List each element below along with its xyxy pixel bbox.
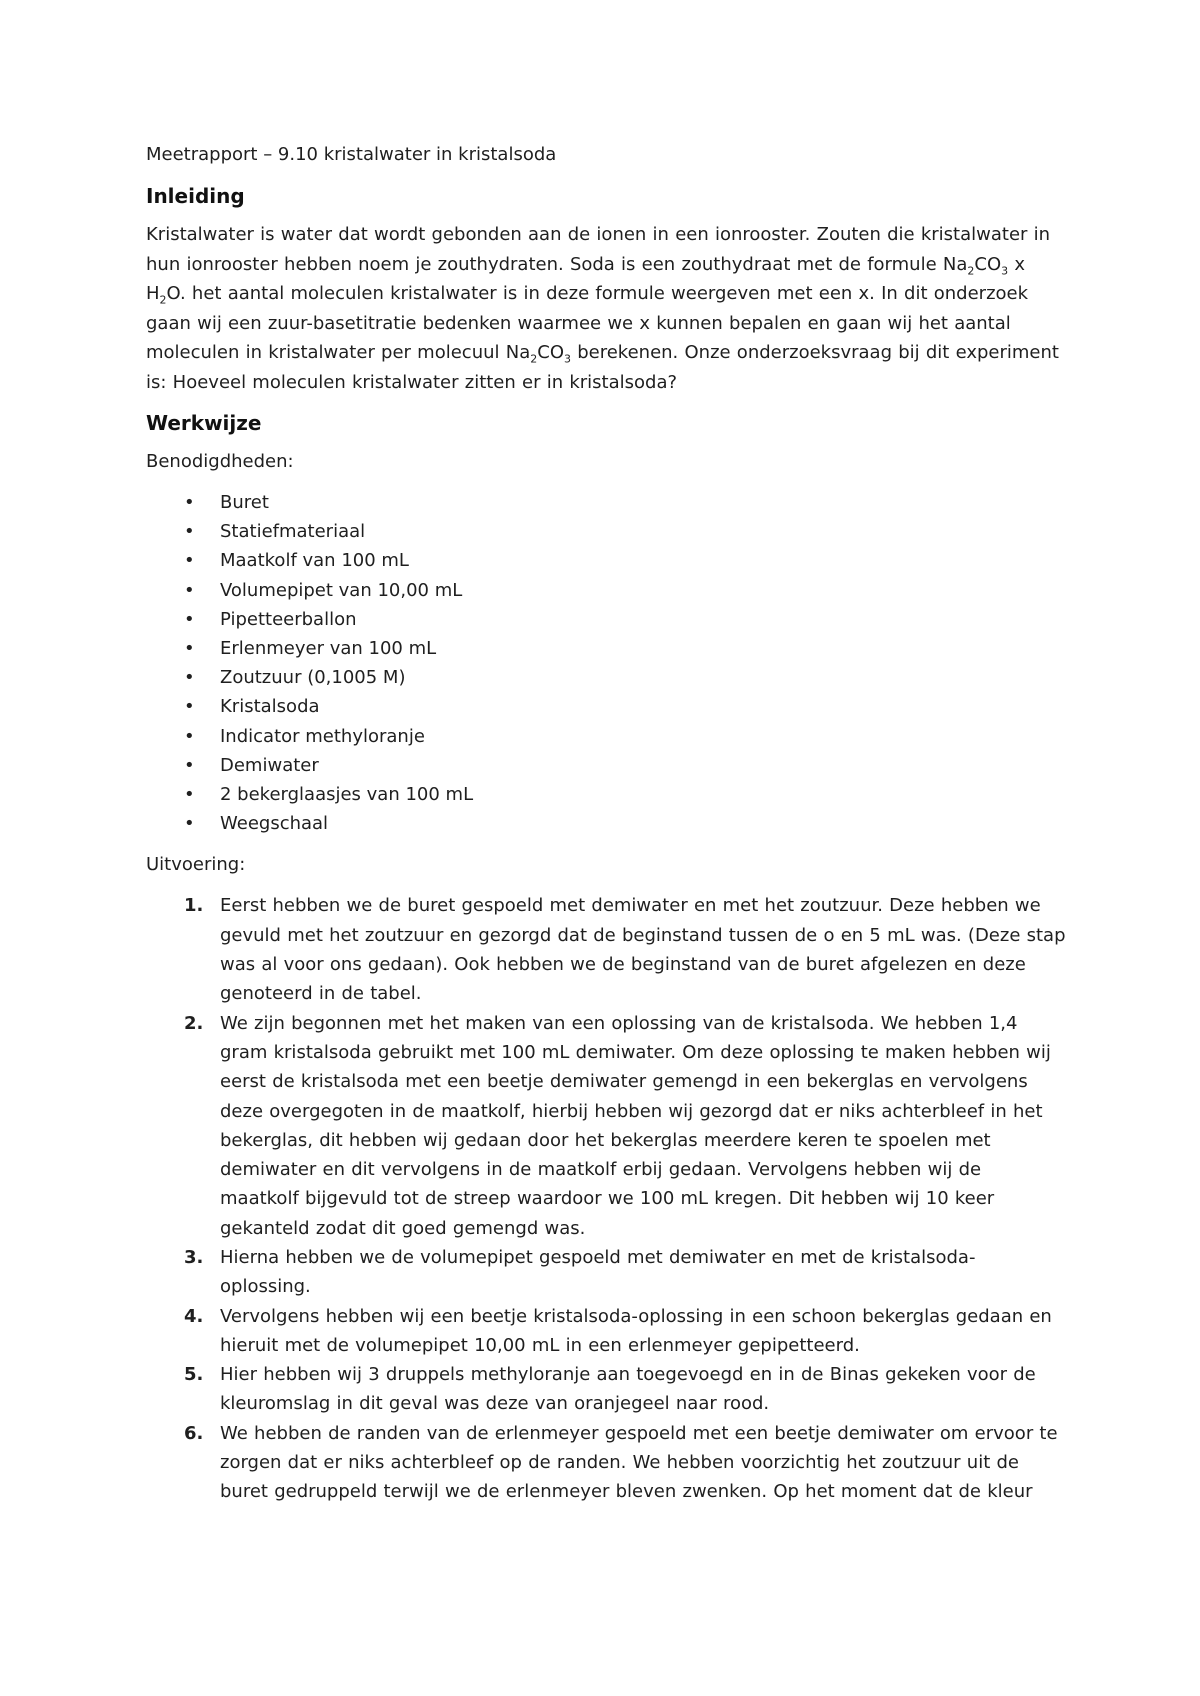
list-item (146, 692, 1066, 721)
document-page (146, 142, 1066, 1507)
list-item (146, 780, 1066, 809)
bullet-icon: • (184, 813, 195, 835)
steps-label: Uitvoering: (146, 854, 246, 876)
bullet-icon: • (184, 638, 195, 660)
step-item (146, 891, 1066, 1008)
bullet-icon: • (184, 784, 195, 806)
step-item (146, 1009, 1066, 1243)
step-number: 5. (184, 1364, 204, 1386)
list-item-text: Pipetteerballon (220, 608, 357, 630)
list-item (146, 605, 1066, 634)
bullet-icon: • (184, 492, 195, 513)
bullet-icon: • (184, 754, 195, 776)
list-item-text: Maatkolf van 100 mL (220, 550, 409, 572)
list-item (146, 634, 1066, 663)
step-item (146, 1360, 1066, 1419)
bullet-icon: • (184, 725, 195, 747)
bullet-icon: • (184, 579, 195, 601)
bullet-icon: • (184, 696, 195, 718)
subscript: 2 (159, 293, 167, 307)
list-item-text: 2 bekerglaasjes van 100 mL (220, 784, 474, 806)
list-item-text: Zoutzuur (0,1005 M) (220, 667, 406, 689)
list-item-text: Indicator methyloranje (220, 725, 425, 747)
step-text: We hebben de randen van de erlenmeyer gespoeld met een beetje demiwater om ervoor te zorgen dat er niks achterbleef op de randen. We hebben voorzichtig het zoutzuur uit de buret gedruppeld terwijl we de erlenmeyer bleven zwenken. Op het moment dat de kleur (220, 1422, 1058, 1503)
step-item (146, 1302, 1066, 1361)
subscript: 3 (1001, 264, 1009, 278)
step-text: Hierna hebben we de volumepipet gespoeld met demiwater en met de kristalsoda-oplossing. (220, 1247, 976, 1298)
list-item-text: Volumepipet van 10,00 mL (220, 579, 463, 601)
subscript: 3 (564, 352, 571, 366)
list-item-text: Demiwater (220, 754, 319, 776)
step-item (146, 1243, 1066, 1302)
bullet-icon: • (184, 521, 195, 543)
step-item (146, 1419, 1066, 1507)
inleiding-text-1: Kristalwater is water dat wordt gebonden aan de ionen in een ionrooster. Zouten die kristalwater in hun ionrooster hebben noem je zouthydraten. Soda is een zouthydraat met de formule Na (146, 224, 1051, 275)
werkwijze-heading: Werkwijze (146, 411, 262, 435)
step-number: 1. (184, 895, 204, 917)
inleiding-text-3: x H (146, 253, 1025, 304)
inleiding-text-2: CO (974, 253, 1002, 275)
step-number: 6. (184, 1422, 204, 1444)
document-title: Meetrapport – 9.10 kristalwater in kristalsoda (146, 144, 557, 165)
bullet-icon: • (184, 667, 195, 689)
bullet-icon: • (184, 550, 195, 572)
inleiding-text-5: CO (537, 342, 564, 363)
list-item-text: Erlenmeyer van 100 mL (220, 638, 437, 660)
list-item (146, 488, 1066, 517)
step-number: 3. (184, 1247, 204, 1268)
list-item-text: Buret (220, 492, 269, 513)
list-item (146, 576, 1066, 605)
list-item (146, 663, 1066, 692)
list-item-text: Kristalsoda (220, 696, 320, 718)
list-item (146, 517, 1066, 546)
step-number: 4. (184, 1305, 204, 1327)
step-text: Vervolgens hebben wij een beetje kristalsoda-oplossing in een schoon bekerglas gedaan en hieruit met de volumepipet 10,00 mL in een erlenmeyer gepipetteerd. (220, 1305, 1052, 1356)
materials-list (146, 488, 1066, 838)
step-text: Eerst hebben we de buret gespoeld met demiwater en met het zoutzuur. Deze hebben we gevuld met het zoutzuur en gezorgd dat de beginstand tussen de o en 5 mL was. (Deze stap was al voor ons gedaan). Ook hebben we de beginstand van de buret afgelezen en deze genoteerd in de tabel. (220, 895, 1066, 1005)
inleiding-paragraph (146, 220, 1066, 397)
subscript: 2 (530, 352, 538, 366)
list-item-text: Statiefmateriaal (220, 521, 366, 543)
inleiding-text-4: O. het aantal moleculen kristalwater is in deze formule weergeven met een x. In dit onderzoek gaan wij een zuur-basetitratie bedenken waarmee we x kunnen bepalen en gaan wij het aantal moleculen in kristalwater per molecuul Na (146, 283, 1029, 363)
list-item (146, 809, 1066, 838)
inleiding-text-6: berekenen. Onze onderzoeksvraag bij dit experiment is: Hoeveel moleculen kristalwater zitten er in kristalsoda? (146, 342, 1059, 393)
step-number: 2. (184, 1012, 204, 1034)
step-text: Hier hebben wij 3 druppels methyloranje aan toegevoegd en in de Binas gekeken voor de kleuromslag in dit geval was deze van oranjegeel naar rood. (220, 1364, 1036, 1415)
list-item (146, 751, 1066, 780)
inleiding-heading: Inleiding (146, 184, 245, 208)
bullet-icon: • (184, 608, 195, 630)
subscript: 2 (967, 264, 975, 278)
step-text: We zijn begonnen met het maken van een oplossing van de kristalsoda. We hebben 1,4 gram kristalsoda gebruikt met 100 mL demiwater. Om deze oplossing te maken hebben wij eerst de kristalsoda met een beetje demiwater gemengd in een bekerglas en vervolgens deze overgegoten in de maatkolf, hierbij hebben wij gezorgd dat er niks achterbleef in het bekerglas, dit hebben wij gedaan door het bekerglas meerdere keren te spoelen met demiwater en dit vervolgens in de maatkolf erbij gedaan. Vervolgens hebben wij de maatkolf bijgevuld tot de streep waardoor we 100 mL kregen. Dit hebben wij 10 keer gekanteld zodat dit goed gemengd was. (220, 1012, 1051, 1239)
list-item (146, 722, 1066, 751)
list-item-text: Weegschaal (220, 813, 329, 835)
materials-label: Benodigdheden: (146, 451, 294, 472)
list-item (146, 546, 1066, 575)
steps-list (146, 891, 1066, 1506)
